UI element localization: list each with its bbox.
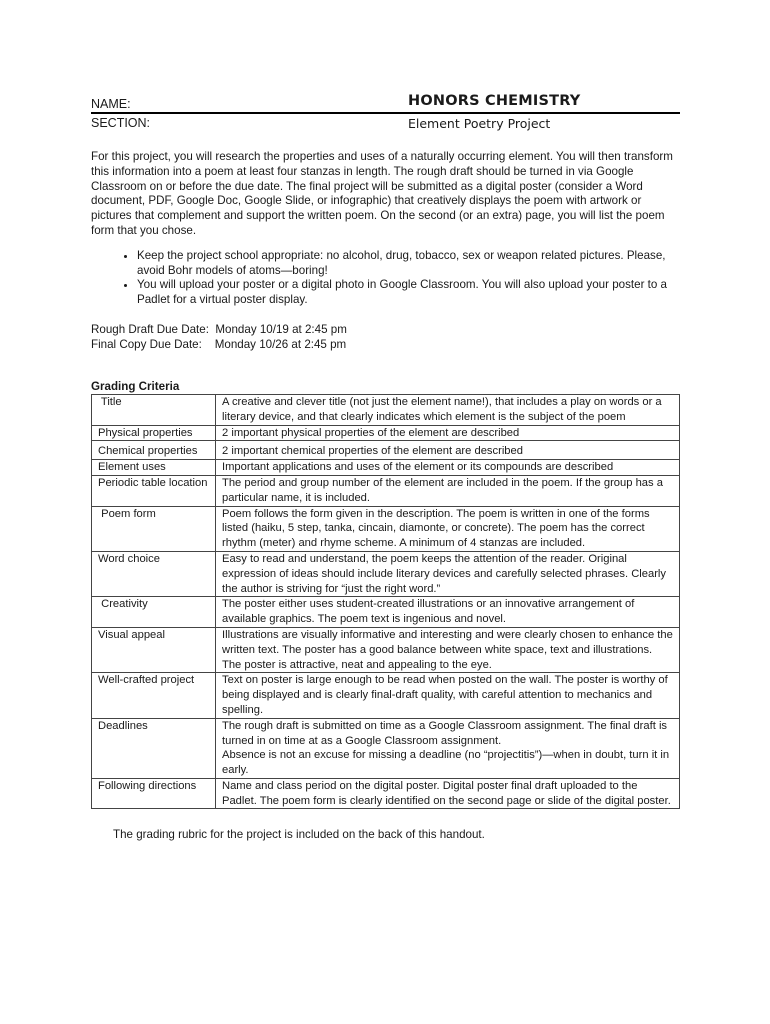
table-row: [92, 475, 680, 506]
criterion-description: Easy to read and understand, the poem keeps the attention of the reader. Original expression of ideas should include literary devices and carefully selected phrases. Clearly the author is striving for “just the right word.”: [216, 551, 680, 596]
intro-paragraph: For this project, you will research the properties and uses of a naturally occurring element. You will then transform this information into a poem at least four stanzas in length. The rough draft should be turned in via Google Classroom on or before the due date. The final project will be submitted as a digital poster (consider a Word document, PDF, Google Doc, Google Slide, or infographic) that creatively displays the poem with artwork or pictures that complement and support the written poem. On the second (or an extra) page, you will list the poem form that you chose.: [91, 150, 673, 237]
criterion-description: 2 important physical properties of the element are described: [216, 425, 680, 441]
criterion-description: Illustrations are visually informative and interesting and were clearly chosen to enhance the written text. The poster has a good balance between white space, text and illustrations. The poster is attractive, neat and appealing to the eye.: [216, 627, 680, 672]
table-row: [92, 597, 680, 628]
document-header: [91, 93, 680, 133]
criterion-name: Periodic table location: [92, 475, 216, 506]
criterion-name: Title: [92, 394, 216, 425]
criterion-description-line: The rough draft is submitted on time as a Google Classroom assignment. The final draft is turned in on time at as a Google Classroom assignment.: [222, 719, 668, 747]
table-row: [92, 425, 680, 441]
handout-page: [91, 93, 680, 841]
criterion-name: Deadlines: [92, 718, 216, 778]
due-dates: [91, 322, 680, 352]
criterion-name: Element uses: [92, 460, 216, 476]
course-title: HONORS CHEMISTRY: [408, 93, 581, 109]
criterion-name: Poem form: [92, 506, 216, 551]
criterion-description: A creative and clever title (not just the element name!), that includes a play on words or a literary device, and that clearly indicates which element is the subject of the poem: [216, 394, 680, 425]
rough-draft-due: Rough Draft Due Date: Monday 10/19 at 2:45 pm: [91, 322, 347, 336]
list-item: • Keep the project school appropriate: no alcohol, drug, tobacco, sex or weapon related pictures. Please, avoid Bohr models of atoms—boring!: [137, 249, 680, 279]
table-row: [92, 778, 680, 809]
criterion-name: Following directions: [92, 778, 216, 809]
section-label: SECTION:: [91, 116, 151, 130]
table-row: [92, 441, 680, 460]
criterion-description: The poster either uses student-created illustrations or an innovative arrangement of available graphics. The poem text is ingenious and novel.: [216, 597, 680, 628]
list-item: • You will upload your poster or a digital photo in Google Classroom. You will also upload your poster to a Padlet for a virtual poster display.: [137, 278, 680, 308]
criterion-description: 2 important chemical properties of the element are described: [216, 441, 680, 460]
table-row: [92, 673, 680, 718]
grading-criteria-table: [91, 394, 680, 810]
header-rule: [91, 112, 680, 114]
criterion-name: Creativity: [92, 597, 216, 628]
criterion-description: Important applications and uses of the element or its compounds are described: [216, 460, 680, 476]
criterion-name: Word choice: [92, 551, 216, 596]
footer-note: The grading rubric for the project is included on the back of this handout.: [113, 828, 485, 842]
criterion-name: Well-crafted project: [92, 673, 216, 718]
table-row: [92, 394, 680, 425]
table-row: [92, 627, 680, 672]
guidelines-list: [91, 249, 680, 308]
criterion-name: Chemical properties: [92, 441, 216, 460]
criterion-description: Text on poster is large enough to be read when posted on the wall. The poster is worthy of being displayed and is clearly final-draft quality, with careful attention to mechanics and spelling.: [216, 673, 680, 718]
name-label: NAME:: [91, 97, 131, 111]
criterion-description-line: Absence is not an excuse for missing a deadline (no “projectitis”)—when in doubt, turn it in early.: [222, 749, 670, 777]
criterion-name: Visual appeal: [92, 627, 216, 672]
project-title: Element Poetry Project: [408, 116, 551, 131]
table-row: [92, 718, 680, 778]
criterion-description: Name and class period on the digital poster. Digital poster final draft uploaded to the Padlet. The poem form is clearly identified on the second page or slide of the digital poster.: [216, 778, 680, 809]
table-row: [92, 551, 680, 596]
criterion-name: Physical properties: [92, 425, 216, 441]
criterion-description: The period and group number of the element are included in the poem. If the group has a particular name, it is included.: [216, 475, 680, 506]
criterion-description: Poem follows the form given in the description. The poem is written in one of the forms listed (haiku, 5 step, tanka, cincain, diamonte, or concrete). The poem has the correct rhythm (meter) and rhyme scheme. A minimum of 4 stanzas are included.: [216, 506, 680, 551]
table-row: [92, 460, 680, 476]
grading-criteria-heading: Grading Criteria: [91, 379, 180, 393]
final-copy-due: Final Copy Due Date: Monday 10/26 at 2:45 pm: [91, 337, 347, 351]
table-row: [92, 506, 680, 551]
criterion-description: [216, 718, 680, 778]
